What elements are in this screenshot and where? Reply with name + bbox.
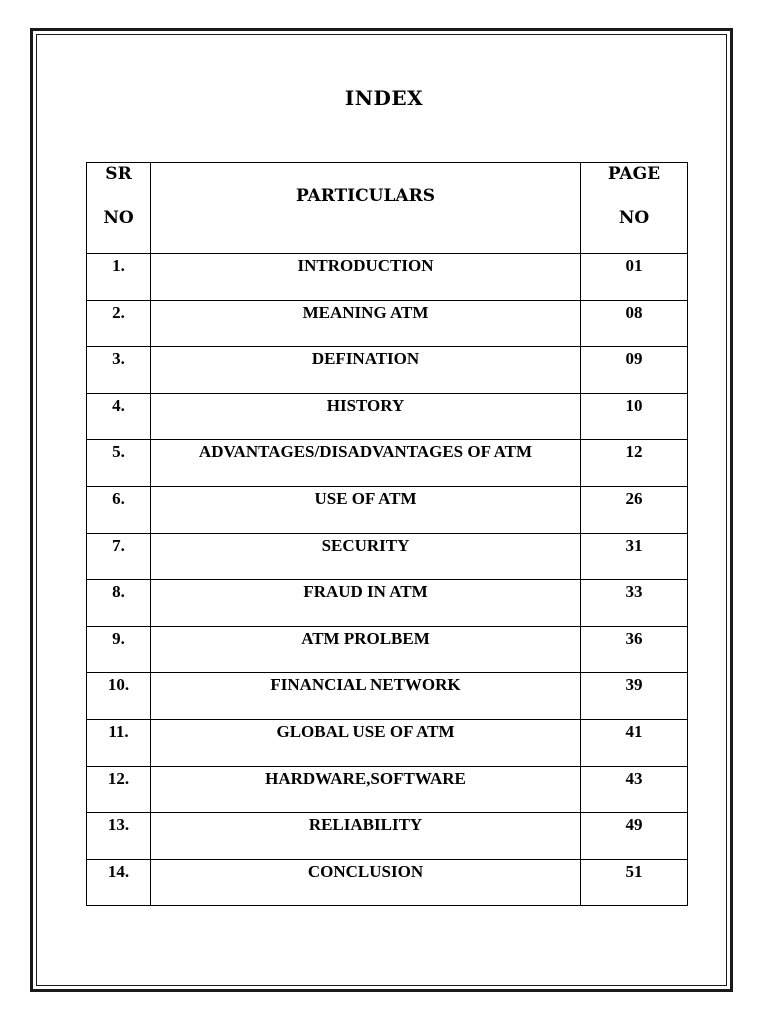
row-particular-cell	[151, 719, 581, 766]
row-particular-cell	[151, 626, 581, 673]
row-page-number: 08	[625, 302, 643, 322]
row-particular-cell	[151, 486, 581, 533]
row-sr-number: 9.	[112, 628, 125, 648]
row-sr-number-cell	[87, 766, 151, 813]
row-page-number-cell	[581, 300, 688, 347]
header-sr-no	[87, 163, 151, 254]
row-sr-number: 8.	[112, 582, 125, 602]
row-sr-number-cell	[87, 347, 151, 394]
row-particular-cell	[151, 254, 581, 301]
row-particular: HARDWARE,SOFTWARE	[265, 768, 466, 788]
row-page-number-cell	[581, 859, 688, 906]
row-page-number: 41	[625, 721, 643, 741]
row-particular: GLOBAL USE OF ATM	[276, 721, 455, 741]
row-sr-number: 1.	[112, 256, 125, 275]
row-sr-number-cell	[87, 300, 151, 347]
table-row	[87, 580, 688, 627]
row-particular-cell	[151, 580, 581, 627]
row-particular: SECURITY	[321, 535, 410, 555]
table-row	[87, 393, 688, 440]
row-particular-cell	[151, 859, 581, 906]
page-title: INDEX	[344, 86, 424, 110]
row-particular-cell	[151, 766, 581, 813]
table-row	[87, 859, 688, 906]
row-page-number: 31	[625, 535, 643, 555]
row-particular-cell	[151, 813, 581, 860]
row-page-number: 26	[625, 488, 643, 508]
table-row	[87, 719, 688, 766]
row-sr-number: 5.	[112, 442, 125, 462]
header-sr-line1: SR	[105, 164, 132, 184]
row-particular: HISTORY	[326, 395, 405, 415]
row-particular: RELIABILITY	[308, 815, 423, 835]
row-page-number: 43	[625, 768, 643, 788]
row-particular: CONCLUSION	[307, 861, 424, 881]
header-particulars-label: PARTICULARS	[295, 186, 436, 206]
row-page-number: 01	[625, 256, 643, 275]
index-table	[86, 162, 688, 906]
row-page-number: 51	[625, 861, 643, 881]
table-body	[87, 254, 688, 906]
row-page-number-cell	[581, 486, 688, 533]
row-sr-number: 4.	[112, 395, 125, 415]
row-page-number-cell	[581, 719, 688, 766]
row-sr-number-cell	[87, 254, 151, 301]
table-row	[87, 626, 688, 673]
table-row	[87, 254, 688, 301]
row-page-number-cell	[581, 813, 688, 860]
row-particular: ADVANTAGES/DISADVANTAGES OF ATM	[198, 442, 533, 462]
row-particular-cell	[151, 347, 581, 394]
row-page-number-cell	[581, 580, 688, 627]
row-sr-number-cell	[87, 393, 151, 440]
row-particular-cell	[151, 440, 581, 487]
table-row	[87, 486, 688, 533]
row-page-number-cell	[581, 766, 688, 813]
table-row	[87, 440, 688, 487]
row-particular: INTRODUCTION	[297, 256, 434, 275]
row-page-number: 33	[625, 582, 643, 602]
row-page-number-cell	[581, 626, 688, 673]
row-page-number: 09	[625, 349, 643, 369]
row-page-number: 39	[625, 675, 643, 695]
row-sr-number-cell	[87, 626, 151, 673]
table-header-row	[87, 163, 688, 254]
row-page-number-cell	[581, 673, 688, 720]
row-page-number: 49	[625, 815, 643, 835]
table-row	[87, 673, 688, 720]
row-sr-number: 11.	[108, 721, 129, 741]
row-sr-number: 13.	[107, 815, 130, 835]
row-particular-cell	[151, 533, 581, 580]
row-page-number-cell	[581, 347, 688, 394]
row-particular: USE OF ATM	[314, 488, 417, 508]
row-page-number-cell	[581, 393, 688, 440]
row-page-number: 36	[625, 628, 643, 648]
row-sr-number: 12.	[107, 768, 130, 788]
header-page-line1: PAGE	[607, 164, 661, 184]
row-particular: DEFINATION	[311, 349, 420, 369]
header-particulars	[151, 163, 581, 254]
row-particular: ATM PROLBEM	[301, 628, 430, 648]
row-sr-number-cell	[87, 580, 151, 627]
row-sr-number-cell	[87, 813, 151, 860]
row-sr-number: 3.	[112, 349, 125, 369]
row-page-number-cell	[581, 440, 688, 487]
header-sr-line2: NO	[103, 208, 134, 228]
table-row	[87, 347, 688, 394]
row-page-number-cell	[581, 533, 688, 580]
row-sr-number-cell	[87, 533, 151, 580]
table-row	[87, 300, 688, 347]
row-page-number: 10	[625, 395, 643, 415]
row-page-number-cell	[581, 254, 688, 301]
table-row	[87, 766, 688, 813]
header-page-no	[581, 163, 688, 254]
row-particular: FRAUD IN ATM	[303, 582, 428, 602]
row-particular-cell	[151, 300, 581, 347]
row-sr-number-cell	[87, 859, 151, 906]
row-sr-number-cell	[87, 719, 151, 766]
row-particular-cell	[151, 673, 581, 720]
row-sr-number: 6.	[112, 488, 125, 508]
row-particular: FINANCIAL NETWORK	[270, 675, 461, 695]
table-row	[87, 813, 688, 860]
row-sr-number-cell	[87, 486, 151, 533]
row-sr-number: 7.	[112, 535, 125, 555]
row-sr-number-cell	[87, 673, 151, 720]
table-row	[87, 533, 688, 580]
row-particular: MEANING ATM	[302, 302, 429, 322]
header-page-line2: NO	[618, 208, 650, 228]
row-sr-number-cell	[87, 440, 151, 487]
row-page-number: 12	[625, 442, 643, 462]
row-sr-number: 10.	[107, 675, 130, 695]
row-sr-number: 14.	[107, 861, 130, 881]
row-particular-cell	[151, 393, 581, 440]
row-sr-number: 2.	[112, 302, 125, 322]
